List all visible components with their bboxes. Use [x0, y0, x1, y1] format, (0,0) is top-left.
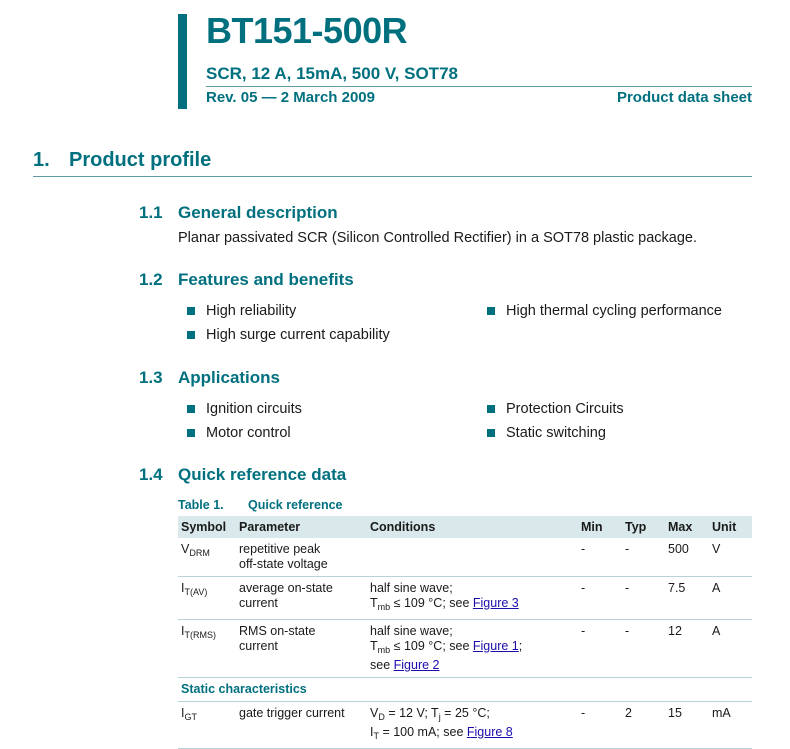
- cell-typ: -: [622, 577, 665, 620]
- table-row: [178, 577, 752, 620]
- table-label: Table 1.: [178, 498, 224, 512]
- table-caption-text: Quick reference: [248, 498, 343, 512]
- bullet-square-icon: [187, 429, 195, 437]
- subsection-title: General description: [178, 203, 338, 222]
- symbol-subscript: GT: [184, 712, 197, 722]
- condition-subscript: D: [378, 712, 385, 722]
- application-text: Motor control: [206, 425, 291, 441]
- cell-parameter: gate trigger current: [236, 702, 367, 749]
- subsection-heading-quick-reference: [139, 465, 346, 485]
- condition-text: I: [370, 725, 374, 739]
- parameter-line: current: [239, 596, 278, 610]
- cell-min: -: [578, 702, 622, 749]
- cell-min: -: [578, 577, 622, 620]
- condition-line: half sine wave;: [370, 581, 453, 595]
- application-item: [187, 425, 291, 441]
- section-number: 1.: [33, 149, 50, 171]
- table-section-row: [178, 678, 752, 702]
- symbol-subscript: T(RMS): [184, 630, 216, 640]
- application-text: Ignition circuits: [206, 401, 302, 417]
- subsection-title: Features and benefits: [178, 270, 354, 289]
- condition-text: = 12 V; T: [384, 706, 439, 720]
- symbol-text: I: [181, 581, 185, 595]
- cell-typ: -: [622, 538, 665, 577]
- feature-item: [187, 303, 296, 319]
- symbol-text: I: [181, 624, 185, 638]
- application-item: [487, 425, 606, 441]
- condition-subscript: mb: [377, 645, 391, 655]
- subsection-heading-applications: [139, 368, 280, 388]
- subsection-heading-features: [139, 270, 354, 290]
- cell-typ: 2: [622, 702, 665, 749]
- application-text: Protection Circuits: [506, 401, 624, 417]
- table-row: [178, 538, 752, 577]
- cell-parameter: [236, 620, 367, 678]
- col-header-typ: Typ: [622, 516, 665, 538]
- bullet-square-icon: [487, 405, 495, 413]
- cell-unit: A: [709, 577, 752, 620]
- condition-text: ≤ 109 °C; see: [390, 639, 473, 653]
- condition-subscript: j: [438, 712, 441, 722]
- cell-max: 15: [665, 702, 709, 749]
- subsection-title: Applications: [178, 368, 281, 387]
- parameter-line: RMS on-state: [239, 624, 316, 638]
- condition-subscript: T: [373, 731, 379, 741]
- parameter-line: off-state voltage: [239, 557, 328, 571]
- cell-parameter: [236, 538, 367, 577]
- cell-conditions: [367, 577, 578, 620]
- subsection-number: 1.4: [139, 465, 163, 484]
- cell-max: 500: [665, 538, 709, 577]
- bullet-square-icon: [187, 307, 195, 315]
- col-header-symbol: Symbol: [178, 516, 236, 538]
- col-header-parameter: Parameter: [236, 516, 367, 538]
- cell-unit: mA: [709, 702, 752, 749]
- header-rule: [206, 86, 752, 87]
- figure-1-link[interactable]: Figure 1: [472, 639, 519, 653]
- subsection-heading-general-description: [139, 203, 338, 223]
- cell-conditions: [367, 620, 578, 678]
- condition-text: see: [370, 658, 394, 672]
- application-item: [187, 401, 302, 417]
- general-description-text: Planar passivated SCR (Silicon Controlled Rectifier) in a SOT78 plastic package.: [178, 230, 698, 246]
- parameter-line: repetitive peak: [239, 542, 321, 556]
- col-header-unit: Unit: [709, 516, 752, 538]
- figure-8-link[interactable]: Figure 8: [466, 725, 513, 739]
- cell-unit: V: [709, 538, 752, 577]
- document-subtitle: SCR, 12 A, 15mA, 500 V, SOT78: [206, 64, 458, 83]
- section-rule: [33, 176, 752, 177]
- col-header-conditions: Conditions: [367, 516, 578, 538]
- cell-parameter: [236, 577, 367, 620]
- cell-symbol: [178, 620, 236, 678]
- table-row: [178, 702, 752, 749]
- symbol-subscript: DRM: [189, 548, 210, 558]
- section-heading-product-profile: [33, 149, 211, 172]
- parameter-line: current: [239, 639, 278, 653]
- subsection-number: 1.2: [139, 270, 163, 289]
- condition-text: V: [370, 706, 379, 720]
- cell-typ: -: [622, 620, 665, 678]
- cell-max: 12: [665, 620, 709, 678]
- bullet-square-icon: [487, 307, 495, 315]
- feature-item: [187, 327, 390, 343]
- feature-text: High reliability: [206, 303, 297, 319]
- section-title: Product profile: [69, 149, 212, 171]
- bullet-square-icon: [187, 405, 195, 413]
- cell-min: -: [578, 620, 622, 678]
- subsection-number: 1.3: [139, 368, 163, 387]
- condition-text: ;: [518, 639, 523, 653]
- subsection-title: Quick reference data: [178, 465, 347, 484]
- application-text: Static switching: [506, 425, 606, 441]
- cell-symbol: [178, 577, 236, 620]
- cell-unit: A: [709, 620, 752, 678]
- condition-text: = 25 °C;: [440, 706, 490, 720]
- section-label-static-characteristics: Static characteristics: [178, 678, 752, 702]
- col-header-min: Min: [578, 516, 622, 538]
- col-header-max: Max: [665, 516, 709, 538]
- cell-max: 7.5: [665, 577, 709, 620]
- revision-line: Rev. 05 — 2 March 2009: [206, 89, 375, 106]
- quick-reference-table: [178, 516, 752, 749]
- figure-3-link[interactable]: Figure 3: [472, 596, 519, 610]
- header-accent-bar: [178, 14, 187, 109]
- table-row: [178, 620, 752, 678]
- condition-text: T: [370, 596, 378, 610]
- figure-2-link[interactable]: Figure 2: [393, 658, 440, 672]
- cell-symbol: [178, 538, 236, 577]
- table-header-row: [178, 516, 752, 538]
- cell-conditions: [367, 538, 578, 577]
- cell-symbol: [178, 702, 236, 749]
- subsection-number: 1.1: [139, 203, 163, 222]
- condition-line: half sine wave;: [370, 624, 453, 638]
- symbol-subscript: T(AV): [184, 587, 208, 597]
- application-item: [487, 401, 624, 417]
- condition-text: T: [370, 639, 378, 653]
- feature-item: [487, 303, 722, 319]
- symbol-text: I: [181, 706, 185, 720]
- bullet-square-icon: [487, 429, 495, 437]
- feature-text: High thermal cycling performance: [506, 303, 722, 319]
- parameter-line: average on-state: [239, 581, 333, 595]
- condition-text: = 100 mA; see: [378, 725, 467, 739]
- table-caption: [178, 498, 343, 512]
- document-title: BT151-500R: [206, 10, 408, 51]
- condition-subscript: mb: [377, 602, 391, 612]
- feature-text: High surge current capability: [206, 327, 390, 343]
- document-type: Product data sheet: [616, 89, 752, 106]
- symbol-text: V: [181, 542, 190, 556]
- bullet-square-icon: [187, 331, 195, 339]
- cell-conditions: [367, 702, 578, 749]
- condition-text: ≤ 109 °C; see: [390, 596, 473, 610]
- cell-min: -: [578, 538, 622, 577]
